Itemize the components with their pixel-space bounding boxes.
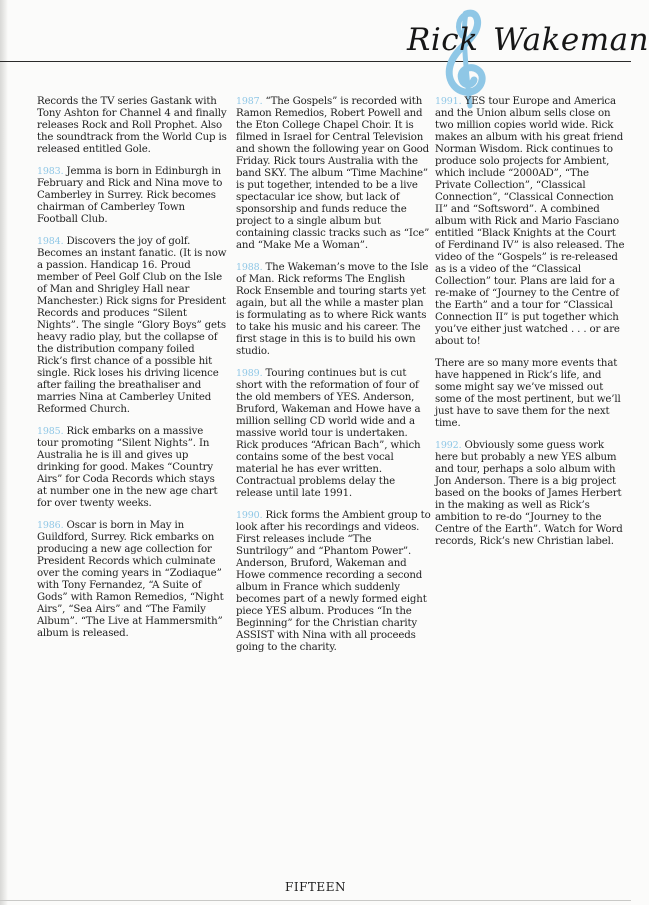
brand-last-name: Wakeman <box>493 22 649 58</box>
entry-year: 1992. <box>435 440 462 451</box>
entry-year: 1985. <box>37 426 64 437</box>
timeline-entry <box>37 520 227 640</box>
timeline-entry <box>236 262 431 358</box>
entry-text: Records the TV series Gastank with Tony Ashton for Channel 4 and finally releases Rock and Roll Prophet. Also the soundtrack from the World Cup is released entitled Gole. <box>37 96 227 155</box>
entry-text: Touring continues but is cut short with the reformation of four of the old members of YES. Anderson, Bruford, Wakeman and Howe have a million selling CD world wide and a massive world tour is undertaken. Rick produces “African Bach”, which contains some of the best vocal material he has ever written. Contractual problems delay the release until late 1991. <box>236 368 421 499</box>
entry-text: The Wakeman’s move to the Isle of Man. Rick reforms The English Rock Ensemble and touring starts yet again, but all the while a master plan is formulating as to where Rick wants to take his music and his career. The first stage in this is to build his own studio. <box>236 262 429 357</box>
column-3 <box>435 96 627 558</box>
page-binding-edge <box>0 0 8 905</box>
entry-text: “The Gospels” is recorded with Ramon Remedios, Robert Powell and the Eton College Chapel Choir. It is filmed in Israel for Central Television and shown the following year on Good Friday. Rick tours Australia with the band SKY. The album “Time Machine” is put together, intended to be a live spectacular ice show, but lack of sponsorship and funds reduce the project to a single album but containing classic tracks such as “Ice” and “Make Me a Woman”. <box>236 96 430 251</box>
entry-text: YES tour Europe and America and the Union album sells close on two million copies world wide. Rick makes an album with his great friend Norman Wisdom. Rick continues to produce solo projects for Ambient, which include “2000AD”, “The Private Collection”, “Classical Connection”, “Classical Connection II” and “Softsword”. A combined album with Rick and Mario Fasciano entitled “Black Knights at the Court of Ferdinand IV” is also released. The video of the “Gospels” is re-released as is a video of the “Classical Collection” tour. Plans are laid for a re-make of “Journey to the Centre of the Earth” and a tour for “Classical Connection II” is put together which you’ve either just watched . . . or are about to! <box>435 96 625 347</box>
timeline-entry <box>236 368 431 500</box>
timeline-entry <box>37 166 227 226</box>
entry-text: Rick forms the Ambient group to look after his recordings and videos. First releases include “The Suntrilogy” and “Phantom Power”. Anderson, Bruford, Wakeman and Howe commence recording a second album in France which suddenly becomes part of a newly formed eight piece YES album. Produces “In the Beginning” for the Christian charity ASSIST with Nina with all proceeds going to the charity. <box>236 510 431 653</box>
entry-year: 1990. <box>236 510 263 521</box>
entry-text: Jemma is born in Edinburgh in February and Rick and Nina move to Camberley in Surrey. Rick becomes chairman of Camberley Town Football Club. <box>37 166 223 225</box>
closing-note <box>435 358 627 430</box>
column-1 <box>37 96 227 650</box>
entry-year: 1988. <box>236 262 263 273</box>
entry-year: 1986. <box>37 520 64 531</box>
entry-text: There are so many more events that have happened in Rick’s life, and some might say we’ve missed out some of the most pertinent, but we’ll just have to save them for the next time. <box>435 358 621 429</box>
entry-text: Oscar is born in May in Guildford, Surrey. Rick embarks on producing a new age collection for President Records which culminate over the coming years in “Zodiaque” with Tony Fernandez, “A Suite of Gods” with Ramon Remedios, “Night Airs”, “Sea Airs” and “The Family Album”. “The Live at Hammersmith” album is released. <box>37 520 224 639</box>
timeline-entry <box>435 440 627 548</box>
entry-year: 1989. <box>236 368 263 379</box>
timeline-entry <box>435 96 627 348</box>
page-number: FIFTEEN <box>285 880 346 894</box>
entry-year: 1983. <box>37 166 64 177</box>
timeline-entry <box>37 426 227 510</box>
timeline-entry <box>37 236 227 416</box>
entry-text: Discovers the joy of golf. Becomes an instant fanatic. (It is now a passion. Handicap 16. Proud member of Peel Golf Club on the Isle of Man and Shrigley Hall near Manchester.) Rick signs for President Records and produces “Silent Nights”. The single “Glory Boys” gets heavy radio play, but the collapse of the distribution company foiled Rick’s first chance of a possible hit single. Rick loses his driving licence after failing the breathaliser and marries Nina at Camberley United Reformed Church. <box>37 236 227 415</box>
footer-rule <box>0 900 631 901</box>
brand-wordmark <box>407 22 649 62</box>
column-2 <box>236 96 431 664</box>
entry-text: Obviously some guess work here but probably a new YES album and tour, perhaps a solo album with Jon Anderson. There is a big project based on the books of James Herbert in the making as well as Rick’s ambition to re-do “Journey to the Centre of the Earth”. Watch for Word records, Rick’s new Christian label. <box>435 440 623 547</box>
entry-year: 1991. <box>435 96 462 107</box>
entry-year: 1987. <box>236 96 263 107</box>
entry-year: 1984. <box>37 236 64 247</box>
timeline-entry <box>37 96 227 156</box>
timeline-entry <box>236 510 431 654</box>
brand-first-name: Rick <box>407 22 479 58</box>
timeline-entry <box>236 96 431 252</box>
entry-text: Rick embarks on a massive tour promoting “Silent Nights”. In Australia he is ill and gives up drinking for good. Makes “Country Airs” for Coda Records which stays at number one in the new age chart for over twenty weeks. <box>37 426 218 509</box>
